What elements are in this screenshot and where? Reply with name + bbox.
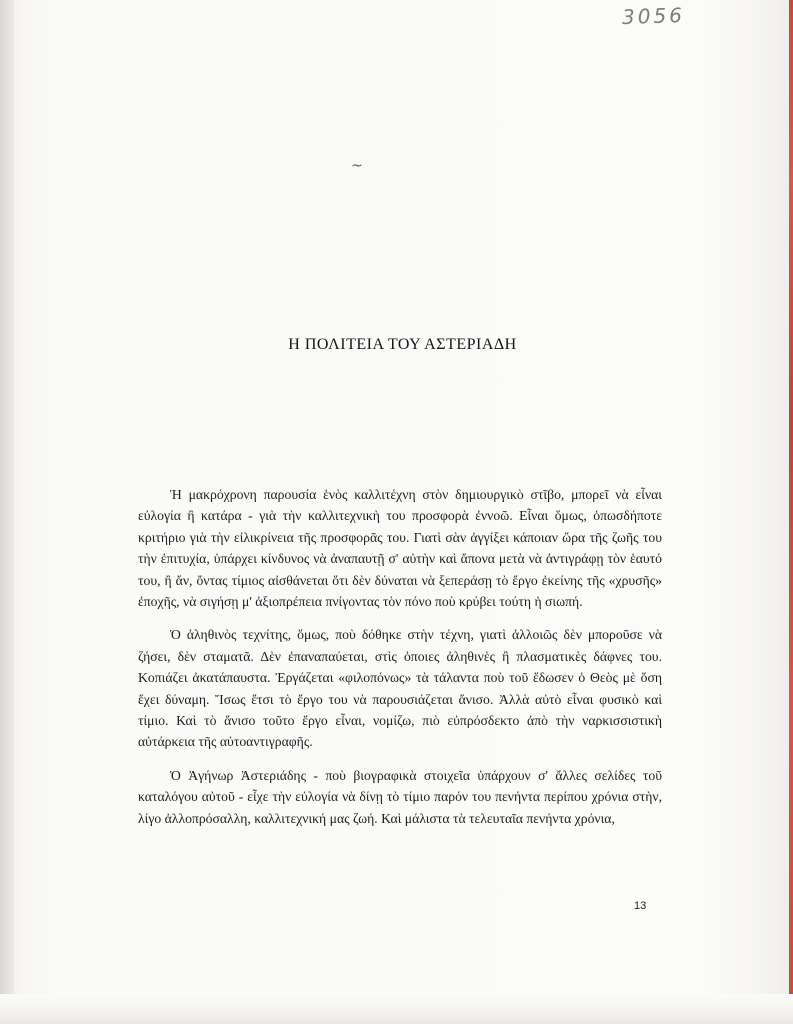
- page-bottom-shadow: [0, 994, 793, 1024]
- page-number: 13: [634, 900, 647, 912]
- stray-mark: ~: [351, 158, 363, 174]
- paragraph-1: Ἡ μακρόχρονη παρουσία ἑνὸς καλλιτέχνη στὸν δημιουργικὸ στῖβο, μπορεῖ νὰ εἶναι εὐλογία ἢ κατάρα - γιὰ τὴν καλλιτεχνικὴ του προσφορὰ ἐννοῶ. Εἶναι ὅμως, ὁπωσδήποτε κριτήριο γιὰ τὴν εἰλικρίνεια τῆς προσφορᾶς του. Γιατὶ σὰν ἀγγίξει κάποιαν ὥρα τῆς ζωῆς του τὴν ἐπιτυχία, ὑπάρχει κίνδυνος νὰ ἀναπαυτῇ σ' αὐτὴν καὶ ἄπονα μετὰ νὰ ἀντιγράφῃ τὸν ἑαυτό του, ἢ ἄν, ὄντας τίμιος αἰσθάνεται ὅτι δὲν δύναται νὰ ξεπεράσῃ τὸ ἔργο ἐκείνης τῆς «χρυσῆς» ἐποχῆς, νὰ σιγήσῃ μ' ἀξιοπρέπεια πνίγοντας τὸν πόνο ποὺ κρύβει τούτη ἡ σιωπή.: [138, 487, 662, 610]
- paragraph-3: Ὁ Ἀγήνωρ Ἀστεριάδης - ποὺ βιογραφικὰ στοιχεῖα ὑπάρχουν σ' ἄλλες σελίδες τοῦ καταλόγου αὐτοῦ - εἶχε τὴν εὐλογία νὰ δίνῃ τὸ τίμιο παρόν του πενήντα περίπου χρόνια στὴν, λίγο ἀλλοπρόσαλλη, καλλιτεχνική μας ζωή. Καὶ μάλιστα τὰ τελευταῖα πενήντα χρόνια,: [138, 767, 662, 826]
- binding-edge: [0, 0, 14, 1024]
- paragraph-2: Ὁ ἀληθινὸς τεχνίτης, ὅμως, ποὺ δόθηκε στὴν τέχνη, γιατὶ ἀλλοιῶς δὲν μποροῦσε νὰ ζήσει, δὲν σταματᾶ. Δὲν ἐπαναπαύεται, στὶς ὁποιες ἀληθινὲς ἢ πλασματικὲς δάφνες του. Κοπιάζει ἀκατάπαυστα. Ἐργάζεται «φιλοπόνως» τὰ τάλαντα ποὺ τοῦ ἔδωσεν ὁ Θεὸς μὲ ὅση ἔχει δύναμη. Ἴσως ἔτσι τὸ ἔργο του νὰ παρουσιάζεται ἄνισο. Ἀλλὰ αὐτὸ εἶναι φυσικὸ καὶ τίμιο. Καὶ τὸ ἄνισο τοῦτο ἔργο εἶναι, νομίζω, πιὸ εὐπρόσδεκτο ἀπὸ τὴν ναρκισσιστικὴ αὐτάρκεια τῆς αὐτοαντιγραφῆς.: [138, 627, 662, 750]
- page-title: Η ΠΟΛΙΤΕΙΑ ΤΟΥ ΑΣΤΕΡΙΑΔΗ: [288, 336, 517, 353]
- handwritten-annotation: 3056: [621, 2, 686, 30]
- page-edge-stripe: [789, 0, 793, 1024]
- body-text: [138, 484, 662, 841]
